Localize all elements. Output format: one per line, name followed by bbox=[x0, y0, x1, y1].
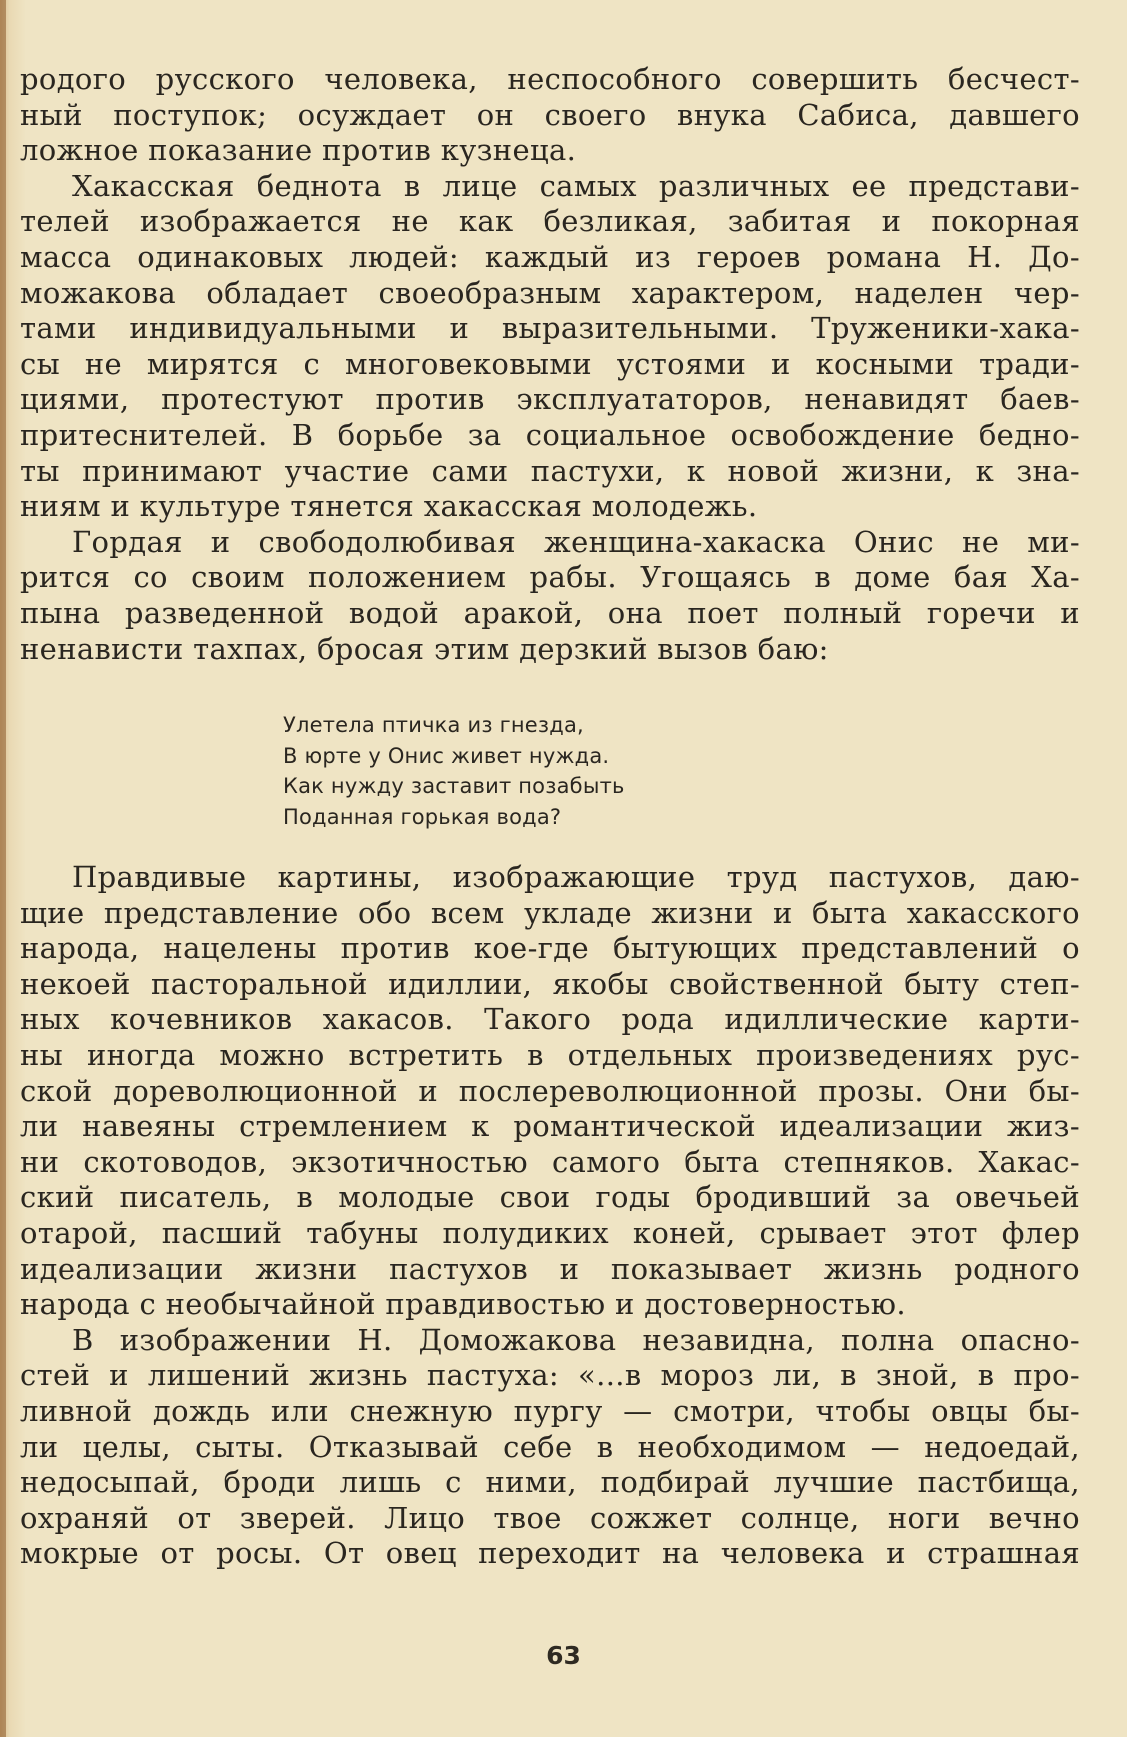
poem-line: Как нужду заставит позабыть bbox=[283, 774, 625, 798]
page-number: 63 bbox=[546, 1641, 581, 1670]
text-line: народа с необычайной правдивостью и достоверностью. bbox=[20, 1287, 906, 1322]
text-line: недосыпай, броди лишь с ними, подбирай лучшие пастбища, bbox=[20, 1465, 1080, 1500]
text-line: ли целы, сыты. Отказывай себе в необходимом — недоедай, bbox=[20, 1429, 1080, 1464]
page-spine-edge bbox=[0, 0, 6, 1737]
text-line: щие представление обо всем укладе жизни и быта хакасского bbox=[20, 895, 1080, 930]
poem-line: Улетела птичка из гнезда, bbox=[283, 713, 584, 737]
text-line: охраняй от зверей. Лицо твое сожжет солнце, ноги вечно bbox=[20, 1500, 1080, 1535]
text-line: притеснителей. В борьбе за социальное освобождение бедно- bbox=[20, 417, 1080, 452]
text-line: ных кочевников хакасов. Такого рода идиллические карти- bbox=[20, 1002, 1080, 1037]
text-line: ны иногда можно встретить в отдельных произведениях рус- bbox=[20, 1037, 1080, 1072]
text-line: Правдивые картины, изображающие труд пастухов, даю- bbox=[72, 860, 1080, 894]
text-line: идеализации жизни пастухов и показывает жизнь родного bbox=[20, 1251, 1080, 1286]
text-line: тами индивидуальными и выразительными. Труженики-хака- bbox=[20, 311, 1080, 346]
text-line: телей изображается не как безликая, забитая и покорная bbox=[20, 204, 1080, 239]
text-line: ненависти тахпах, бросая этим дерзкий вызов баю: bbox=[20, 631, 829, 666]
poem-line: В юрте у Онис живет нужда. bbox=[283, 743, 610, 768]
text-line: сы не мирятся с многовековыми устоями и косными тради- bbox=[20, 346, 1080, 381]
text-line: В изображении Н. Доможакова незавидна, полна опасно- bbox=[72, 1322, 1080, 1357]
text-line: рится со своим положением рабы. Угощаясь в доме бая Ха- bbox=[20, 560, 1080, 595]
text-line: некоей пасторальной идиллии, якобы свойственной быту степ- bbox=[20, 966, 1080, 1001]
text-line: ты принимают участие сами пастухи, к новой жизни, к зна- bbox=[20, 453, 1080, 488]
text-line: народа, нацелены против кое-где бытующих представлений о bbox=[20, 931, 1080, 966]
text-line: ный поступок; осуждает он своего внука Сабиса, давшего bbox=[20, 97, 1080, 132]
text-line: циями, протестуют против эксплуататоров, ненавидят баев- bbox=[20, 382, 1080, 417]
text-line: Хакасская беднота в лице самых различных ее представи- bbox=[72, 168, 1080, 203]
text-line: ский писатель, в молодые свои годы бродивший за овечьей bbox=[20, 1180, 1080, 1215]
text-line: мокрые от росы. От овец переходит на человека и страшная bbox=[20, 1536, 1080, 1571]
text-line: стей и лишений жизнь пастуха: «...в мороз ли, в зной, в про- bbox=[20, 1358, 1080, 1393]
text-line: отарой, пасший табуны полудиких коней, срывает этот флер bbox=[20, 1215, 1080, 1250]
lower-text-block bbox=[20, 860, 1080, 1572]
text-line: масса одинаковых людей: каждый из героев романа Н. До- bbox=[20, 239, 1080, 274]
poem-quote bbox=[283, 710, 625, 832]
text-line: родого русского человека, неспособного совершить бесчест- bbox=[20, 62, 1080, 96]
text-line: ли навеяны стремлением к романтической идеализации жиз- bbox=[20, 1109, 1080, 1144]
text-line: ниям и культуре тянется хакасская молодежь. bbox=[20, 489, 758, 524]
text-line: можакова обладает своеобразным характером, наделен чер- bbox=[20, 275, 1080, 310]
text-line: ни скотоводов, экзотичностью самого быта степняков. Хакас- bbox=[20, 1144, 1080, 1179]
text-line: Гордая и свободолюбивая женщина-хакаска Онис не ми- bbox=[72, 524, 1080, 559]
poem-line: Поданная горькая вода? bbox=[283, 804, 562, 829]
text-line: пына разведенной водой аракой, она поет полный горечи и bbox=[20, 595, 1080, 630]
text-line: ской дореволюционной и послереволюционной прозы. Они бы- bbox=[20, 1073, 1080, 1108]
text-line: ливной дождь или снежную пургу — смотри, чтобы овцы бы- bbox=[20, 1393, 1080, 1428]
text-line: ложное показание против кузнеца. bbox=[20, 133, 577, 168]
upper-text-block bbox=[20, 62, 1080, 667]
